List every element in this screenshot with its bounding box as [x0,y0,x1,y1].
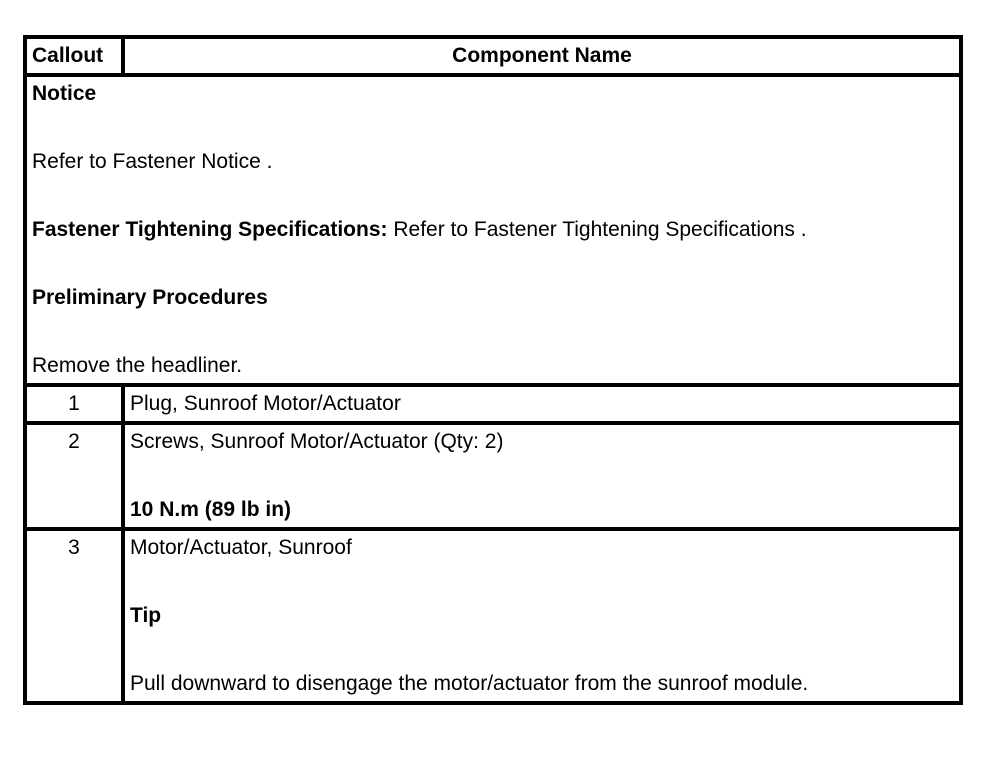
tightening-spec-text: Refer to Fastener Tightening Specifications . [387,218,807,241]
table-row [25,385,961,423]
table-row [25,529,961,703]
component-name: Motor/Actuator, Sunroof [130,536,352,559]
component-name: Plug, Sunroof Motor/Actuator [123,385,961,423]
notice-heading: Notice [32,82,97,105]
preliminary-heading: Preliminary Procedures [32,286,268,309]
tip-text: Pull downward to disengage the motor/actuator from the sunroof module. [130,672,809,695]
tip-heading: Tip [130,604,162,627]
callout-number: 1 [25,385,123,423]
callout-number: 2 [25,423,123,529]
tightening-spec-label: Fastener Tightening Specifications: [32,218,388,241]
notice-row [25,75,961,385]
notice-cell [25,75,961,385]
component-name: Screws, Sunroof Motor/Actuator (Qty: 2) [130,430,504,453]
component-table [23,35,963,705]
table-row [25,423,961,529]
preliminary-text: Remove the headliner. [32,354,243,377]
header-component-name: Component Name [123,37,961,75]
tightening-spec-line [32,213,954,247]
fastener-notice-text: Refer to Fastener Notice . [32,150,273,173]
torque-spec: 10 N.m (89 lb in) [130,498,292,521]
header-callout: Callout [25,37,123,75]
callout-number: 3 [25,529,123,703]
component-cell [123,423,961,529]
header-row [25,37,961,75]
component-cell [123,529,961,703]
